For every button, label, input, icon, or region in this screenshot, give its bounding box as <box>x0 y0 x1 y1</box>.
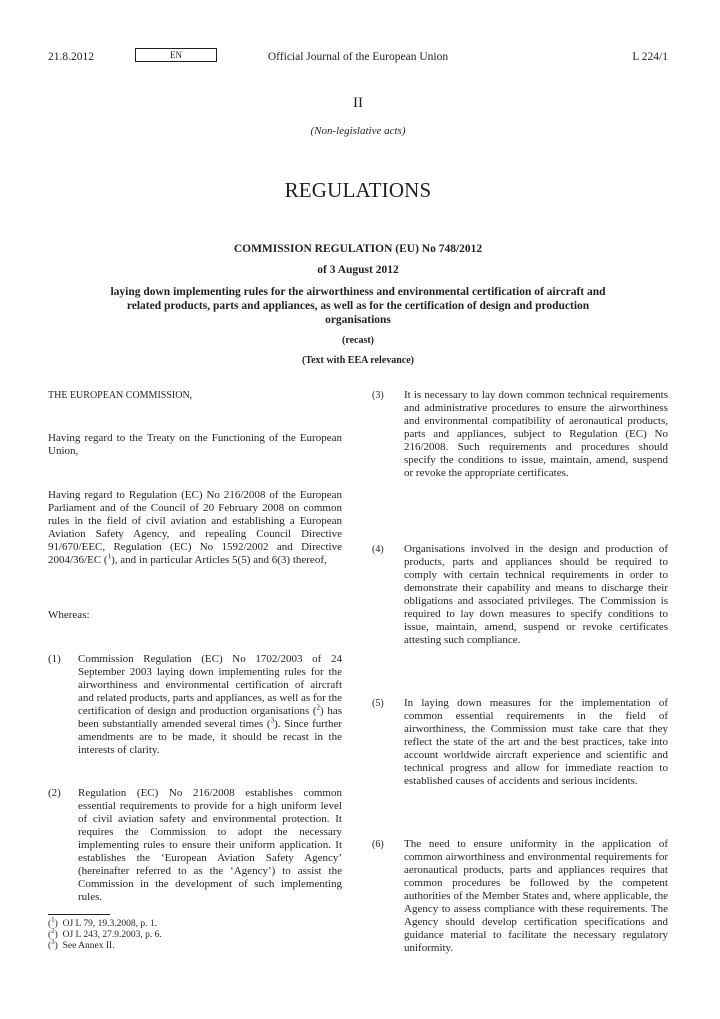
footnote-1: ($^1$) OJ L 79, 19.3.2008, p. 1. <box>48 915 157 929</box>
preamble-regulation-reference <box>48 489 342 567</box>
regulation-date: of 3 August 2012 <box>317 264 399 276</box>
recast-note: (recast) <box>341 335 375 346</box>
recital-number: (4) <box>372 544 384 555</box>
recital-number: (5) <box>372 698 384 709</box>
footnote-reference: 3 <box>270 716 275 725</box>
section-heading: REGULATIONS <box>284 178 432 202</box>
footnote-mark: 1 <box>51 915 55 924</box>
recital-text: It is necessary to lay down common technical requirements and administrative procedures to ensure the airworthiness and environmental compatibility of aeronautical products, parts and appliances, subject to Regulation (EC) No 216/2008. Such requirements and procedures should specify the conditions to issue, maintain, amend, suspend or revoke the appropriate certificates. <box>404 389 668 479</box>
recital-text: Organisations involved in the design and production of products, parts and appliances should be required to comply with certain technical requirements in order to demonstrate their capability and means to discharge their obligations and associated privileges. The Commission is required to lay down measures to specify conditions to issue, maintain, amend, suspend or revoke certificates attesting such compliance. <box>404 543 668 646</box>
preamble-regulation-text: Having regard to Regulation (EC) No 216/2008 of the European Parliament and of the Council of 20 February 2008 on common rules in the field of civil aviation and establishing a European Aviation Safety Agency, and repealing Council Directive 91/670/EEC, Regulation (EC) No 1592/2002 and Directive 2004/36/EC ( <box>48 489 342 566</box>
footnote-2: ($^2$) OJ L 243, 27.9.2003, p. 6. <box>48 926 162 940</box>
regulation-title: COMMISSION REGULATION (EU) No 748/2012 <box>233 243 483 255</box>
footnote-reference: 1 <box>107 552 112 561</box>
recital-text-part: Commission Regulation (EC) No 1702/2003 of 24 September 2003 laying down implementing rules for the airworthiness and environmental certification of aircraft and related products, parts and appliances, as well as for the certification of design and production organisations ( <box>78 653 342 717</box>
footnote-text: OJ L 79, 19.3.2008, p. 1. <box>62 919 157 929</box>
footnote-separator <box>48 914 110 915</box>
recital-number: (1) <box>48 653 61 665</box>
recital-text-part: ) has been substantially amended several times ( <box>78 705 342 730</box>
journal-title: Official Journal of the European Union <box>267 51 449 63</box>
footnote-text: OJ L 243, 27.9.2003, p. 6. <box>62 930 162 940</box>
recital-number: (6) <box>372 839 384 850</box>
recital-text-part: ). Since further amendments are to be made, it should be recast in the interests of clarity. <box>78 718 343 756</box>
right-column <box>372 389 668 969</box>
journal-reference: L 224/1 <box>632 51 668 63</box>
footnote-3: ($^3$) See Annex II. <box>48 937 115 951</box>
footnote-mark: 3 <box>51 937 55 946</box>
left-column <box>48 389 342 909</box>
publication-date: 21.8.2012 <box>48 51 94 63</box>
whereas-heading: Whereas: <box>48 609 90 621</box>
regulation-subject: laying down implementing rules for the airworthiness and environmental certification of aircraft and related products, parts and appliances, as well as for the certification of design and production organisations <box>110 286 606 326</box>
part-number: II <box>353 95 363 111</box>
language-badge: EN <box>135 48 217 62</box>
recital-text: Regulation (EC) No 216/2008 establishes common essential requirements to provide for a high uniform level of civil aviation safety and environmental protection. It requires the Commission to adopt the necessary implementing rules to ensure their uniform application. It establishes the ‘European Aviation Safety Agency’ (hereinafter referred to as the ‘Agency’) to assist the Commission in the development of such implementing rules. <box>78 787 342 903</box>
recital-text <box>78 653 342 757</box>
preamble-treaty: Having regard to the Treaty on the Functioning of the European Union, <box>48 432 342 457</box>
footnote-reference: 2 <box>316 703 321 712</box>
recital-text: In laying down measures for the implementation of common essential requirements in the field of airworthiness, the Commission must take care that they reflect the state of the art and the best practices, take into account worldwide aircraft experience and scientific and technical progress and allow for immediate reaction to established causes of accidents and serious incidents. <box>404 697 668 787</box>
page-header <box>48 51 668 67</box>
recital-number: (2) <box>48 787 61 799</box>
eea-relevance: (Text with EEA relevance) <box>302 355 414 366</box>
recital-number: (3) <box>372 390 384 401</box>
part-name: (Non-legislative acts) <box>310 125 406 137</box>
preamble-regulation-text-end: ), and in particular Articles 5(5) and 6(3) thereof, <box>111 554 327 566</box>
preamble-commission: THE EUROPEAN COMMISSION, <box>48 390 193 401</box>
footnote-mark: 2 <box>51 926 55 935</box>
footnote-text: See Annex II. <box>62 941 115 951</box>
recital-text: The need to ensure uniformity in the application of common airworthiness and environmental requirements for aeronautical products, parts and appliances requires that common procedures be followed by the competent authorities of the Member States and, where applicable, the Agency to assess compliance with these requirements. The Agency should develop certification specifications and guidance material to facilitate the necessary regulatory uniformity. <box>404 838 668 954</box>
